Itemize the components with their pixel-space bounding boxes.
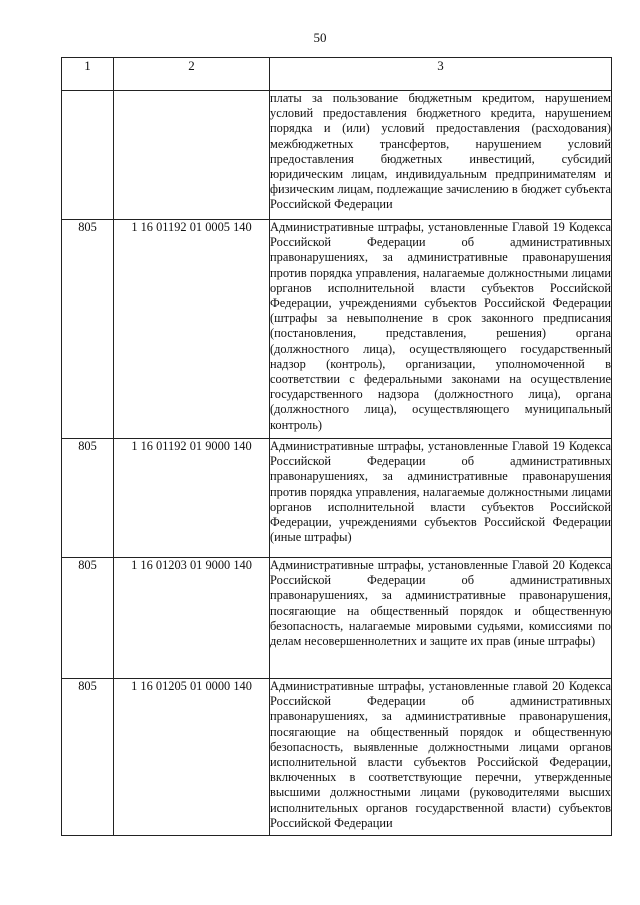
budget-code-cell: 1 16 01192 01 9000 140: [114, 439, 270, 558]
admin-code-cell: 805: [62, 439, 114, 558]
admin-code-cell: 805: [62, 679, 114, 836]
description-cell: Административные штрафы, установленные главой 20 Кодекса Российской Федерации об административных правонарушениях, за административные правонарушения, посягающие на общественный порядок и общественную безопасность, выявленные должностными лицами органов исполнительной власти субъектов Российской Федерации, включенных в соответствующие перечни, утвержденные высшими должностными лицами (руководителями высших исполнительных органов государственной власти) субъектов Российской Федерации: [270, 679, 612, 836]
description-cell: платы за пользование бюджетным кредитом, нарушением условий предоставления бюджетного кредита, нарушением порядка и (или) условий предоставления (расходования) межбюджетных трансфертов, нарушением условий предоставления бюджетных инвестиций, субсидий юридическим лицам, индивидуальным предпринимателям и физическим лицам, подлежащие зачислению в бюджет субъекта Российской Федерации: [270, 91, 612, 220]
budget-code-cell: 1 16 01203 01 9000 140: [114, 558, 270, 679]
budget-codes-table: [61, 57, 612, 836]
budget-code-cell: 1 16 01205 01 0000 140: [114, 679, 270, 836]
description-cell: Административные штрафы, установленные Главой 19 Кодекса Российской Федерации об административных правонарушениях, за административные правонарушения против порядка управления, налагаемые должностными лицами органов исполнительной власти субъектов Российской Федерации, учреждениями субъектов Российской Федерации (иные штрафы): [270, 439, 612, 558]
admin-code-cell: 805: [62, 558, 114, 679]
table-row: [62, 439, 612, 558]
header-col-2: 2: [114, 58, 270, 91]
table-row: [62, 91, 612, 220]
table-row: [62, 679, 612, 836]
description-cell: Административные штрафы, установленные Главой 20 Кодекса Российской Федерации об административных правонарушениях, за административные правонарушения, посягающие на общественный порядок и общественную безопасность, налагаемые мировыми судьями, комиссиями по делам несовершеннолетних и защите их прав (иные штрафы): [270, 558, 612, 679]
table-row: [62, 220, 612, 439]
budget-code-cell: 1 16 01192 01 0005 140: [114, 220, 270, 439]
page-number: 50: [313, 30, 327, 45]
header-col-1: 1: [62, 58, 114, 91]
description-cell: Административные штрафы, установленные Главой 19 Кодекса Российской Федерации об административных правонарушениях, за административные правонарушения против порядка управления, налагаемые должностными лицами органов исполнительной власти субъектов Российской Федерации, учреждениями субъектов Российской Федерации (штрафы за невыполнение в срок законного предписания (постановления, представления, решения) органа (должностного лица), осуществляющего государственный надзор (контроль), организации, уполномоченной в соответствии с федеральными законами на осуществление государственного надзора (должностного лица), органа (должностного лица), осуществляющего муниципальный контроль): [270, 220, 612, 439]
table-header-row: [62, 58, 612, 91]
header-col-3: 3: [270, 58, 612, 91]
admin-code-cell: [62, 91, 114, 220]
table-row: [62, 558, 612, 679]
admin-code-cell: 805: [62, 220, 114, 439]
budget-code-cell: [114, 91, 270, 220]
